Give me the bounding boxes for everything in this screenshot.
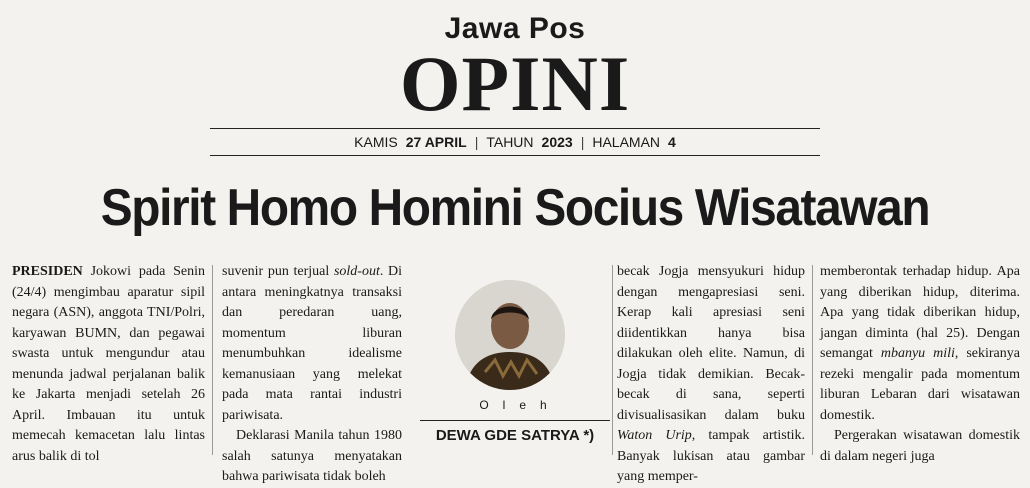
- article-column-5: [820, 262, 1020, 467]
- dateline-date: 27 APRIL: [405, 134, 467, 150]
- dateline-separator: |: [580, 134, 585, 150]
- author-rule: [420, 420, 610, 421]
- dateline-page: 4: [668, 134, 676, 150]
- article-column-4: [617, 262, 805, 488]
- dateline-page-label: HALAMAN: [592, 134, 661, 150]
- author-portrait-icon: [455, 280, 565, 390]
- lead-word: PRESIDEN: [12, 264, 83, 279]
- column-text: . Di antara meningkatnya transaksi dan peredaran uang, momentum liburan menumbuhkan idealisme kemanusiaan yang melekat pada mata rantai industri pariwisata.: [222, 264, 402, 423]
- author-by-label: Oleh: [479, 398, 561, 412]
- masthead-section-title: OPINI: [399, 40, 631, 127]
- italic-term: mbanyu mili: [880, 346, 955, 361]
- column-text: , sekiranya rezeki mengalir pada momentum liburan Lebaran dari wisatawan domestik.: [820, 346, 1020, 423]
- author-name: DEWA GDE SATRYA *): [435, 427, 595, 444]
- article-column-2: [222, 262, 402, 488]
- dateline-year: 2023: [541, 134, 573, 150]
- italic-term: sold-out: [333, 264, 380, 279]
- author-portrait-svg: [455, 280, 565, 390]
- italic-term: Waton Urip: [617, 428, 692, 443]
- column-paragraph: Deklarasi Manila tahun 1980 salah satunya menyatakan bahwa pariwisata tidak boleh: [222, 428, 402, 484]
- column-paragraph: Pergerakan wisatawan domestik di dalam negeri juga: [820, 428, 1020, 464]
- column-text: suvenir pun terjual: [222, 264, 330, 279]
- column-text: memberontak terhadap hidup. Apa yang diberikan hidup, diterima. Apa yang tidak diberikan hidup, jangan diminta (hal 25). Dengan semangat: [820, 264, 1020, 361]
- column-divider: [612, 265, 613, 455]
- masthead-brand: Jawa Pos: [444, 12, 586, 45]
- column-divider: [812, 265, 813, 455]
- column-text: Jokowi pada Senin (24/4) mengimbau aparatur sipil negara (ASN), anggota TNI/Polri, karyawan BUMN, dan pegawai swasta untuk mengundur atau menunda jadwal perjalanan balik ke Jakarta menjadi setelah 26 April. Imbauan itu untuk memecah kemacetan lalu lintas arus balik di tol: [12, 264, 205, 464]
- dateline-separator: |: [474, 134, 479, 150]
- column-text: , tampak artistik. Banyak lukisan atau gambar yang memper-: [617, 428, 805, 484]
- column-text: becak Jogja mensyukuri hidup dengan mengapresiasi seni. Kerap kali apresiasi seni diidentikkan hanya bisa dilakukan oleh elite. Namun, di Jogja tidak demikian. Becak-becak di sana, seperti divisualisasikan dalam buku: [617, 264, 805, 423]
- column-divider: [212, 265, 213, 455]
- dateline-day: KAMIS: [354, 134, 398, 150]
- article-headline: Spirit Homo Homini Socius Wisatawan: [100, 179, 930, 237]
- dateline-year-label: TAHUN: [486, 134, 534, 150]
- article-column-1: [12, 262, 205, 467]
- dateline: [210, 128, 820, 156]
